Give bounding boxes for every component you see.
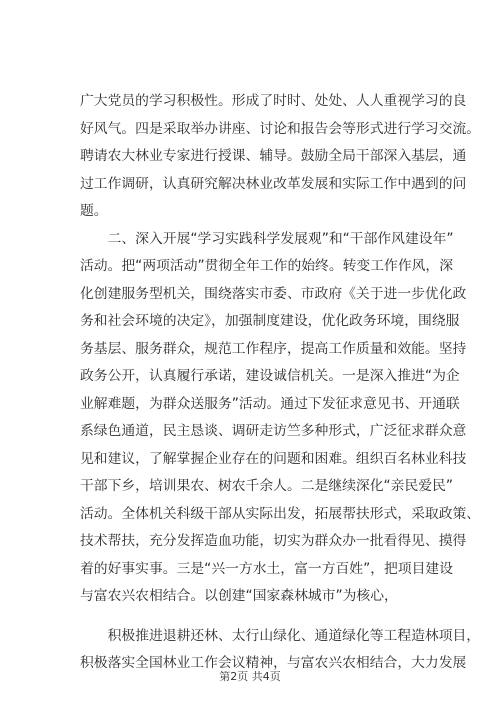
text-line: 聘请农大林业专家进行授课、辅导。鼓励全局干部深入基层，通 [80, 148, 467, 164]
text-line: 政务公开，认真履行承诺，建设诚信机关。一是深入推进“为企 [80, 368, 460, 384]
document-body [80, 88, 481, 678]
text-line: 二、深入开展“学习实践科学发展观”和“干部作风建设年” [107, 230, 454, 247]
text-line: 广大党员的学习积极性。形成了时时、处处、人人重视学习的良 [80, 93, 467, 109]
text-line: 积极落实全国林业工作会议精神，与富农兴农相结合，大力发展 [80, 655, 467, 671]
page-footer: 第2页 共4页 [219, 670, 281, 683]
text-line: 业解难题，为群众送服务”活动。通过下发征求意见书、开通联 [80, 395, 460, 412]
text-line: 活动。全体机关科级干部从实际出发，拓展帮扶形式，采取政策、 [80, 505, 481, 522]
text-line: 见和建议，了解掌握企业存在的问题和困难。组织百名林业科技 [80, 450, 467, 467]
text-line: 好风气。四是采取举办讲座、讨论和报告会等形式进行学习交流。 [80, 120, 481, 137]
text-line: 积极推进退耕还林、太行山绿化、通道绿化等工程造林项目， [107, 627, 481, 644]
text-line: 务基层、服务群众，规范工作程序，提高工作质量和效能。坚持 [80, 340, 467, 357]
text-line: 过工作调研，认真研究解决林业改革发展和实际工作中遇到的问 [80, 175, 467, 192]
text-line: 题。 [80, 203, 108, 219]
text-line: 技术帮扶，充分发挥造血功能，切实为群众办一批看得见、摸得 [80, 533, 467, 549]
paragraph [80, 88, 481, 226]
text-line: 干部下乡，培训果农、树农千余人。二是继续深化“亲民爱民” [80, 478, 454, 494]
paragraph-gap [80, 611, 430, 623]
text-line: 系绿色通道，民主恳谈、调研走访竺多种形式，广泛征求群众意 [80, 423, 467, 439]
paragraph [80, 226, 481, 611]
text-line: 务和社会环境的决定》，加强制度建设，优化政务环境，围绕服 [80, 313, 460, 329]
text-line: 活动。把“两项活动”贯彻全年工作的始终。转变工作作风，深 [80, 258, 454, 274]
text-line: 着的好事实事。三是“兴一方水土，富一方百姓”，把项目建设 [80, 560, 454, 577]
text-line: 与富农兴农相结合。以创建“国家森林城市”为核心， [80, 588, 398, 604]
text-line: 化创建服务型机关，围绕落实市委、市政府《关于进一步优化政 [80, 285, 467, 302]
